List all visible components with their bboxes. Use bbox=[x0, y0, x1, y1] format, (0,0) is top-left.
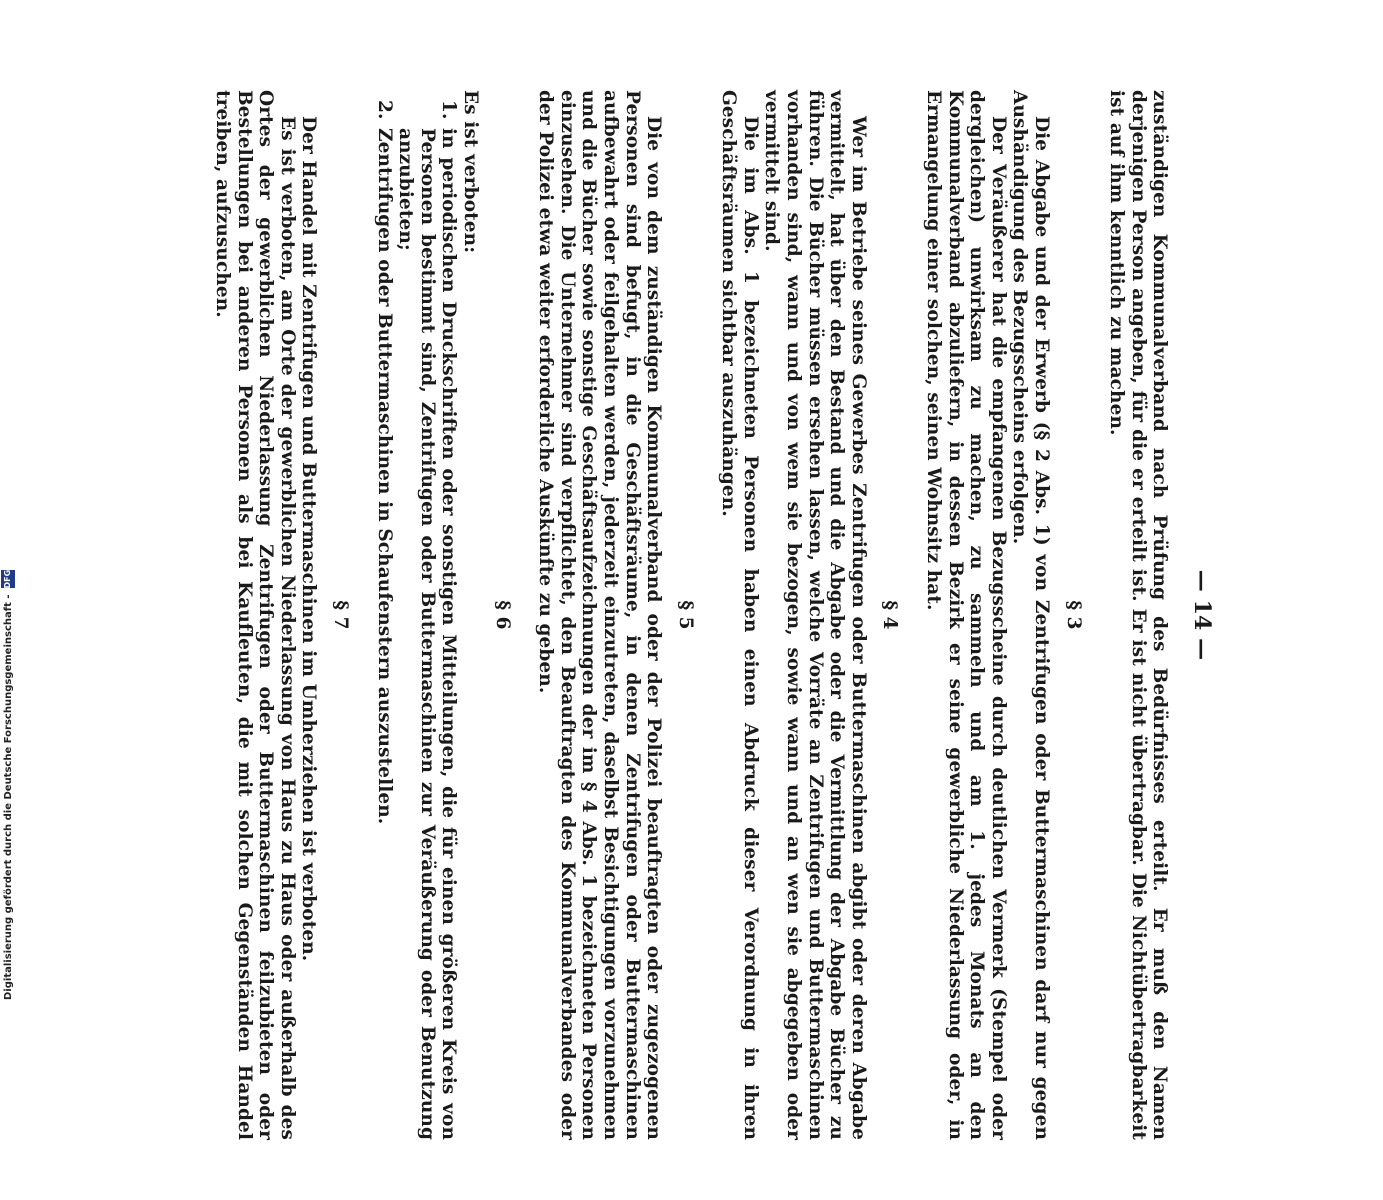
section-5 bbox=[535, 90, 696, 1140]
section-title: § 6 bbox=[491, 600, 513, 630]
section-title: § 5 bbox=[674, 600, 696, 630]
section-paragraph: Wer im Betriebe seines Gewerbes Zentrifugen oder Buttermaschinen abgibt oder deren Abgabe vermittelt, hat über den Bestand und die Abgabe oder die Vermittlung der Abgabe Bücher zu führen. Die Bücher müssen ersehen lassen, welche Vorräte an Zentrifugen und Buttermaschinen vorhanden sind, wann und von wem sie bezogen, sowie wann und an wen sie abgegeben oder vermittelt sind. bbox=[761, 90, 869, 1140]
document-page bbox=[130, 30, 1230, 1200]
list-item-number: 2. bbox=[373, 100, 395, 120]
section-paragraph: Die Abgabe und der Erwerb (§ 2 Abs. 1) von Zentrifugen oder Buttermaschinen darf nur gegen Aushändigung des Bezugsscheins erfolgen. bbox=[1009, 90, 1053, 1140]
dfg-logo-icon: DFG bbox=[1, 570, 15, 589]
section-3 bbox=[922, 90, 1083, 1140]
list-item bbox=[373, 90, 395, 1140]
section-title: § 3 bbox=[1062, 600, 1084, 630]
dfg-credit bbox=[0, 569, 16, 1000]
intro-paragraph: zuständigen Kommunalverband nach Prüfung des Bedürfnisses erteilt. Er muß den Namen derjenigen Person angeben, für die er erteilt ist. Er ist nicht übertragbar. Die Nichtübertragbarkeit ist auf ihm kenntlich zu machen. bbox=[1106, 90, 1171, 1140]
section-paragraph: Der Veräußerer hat die empfangenen Bezugsscheine durch deutlichen Vermerk (Stempel oder dergleichen) unwirksam zu machen, zu sammeln und am 1. jedes Monats an den Kommunalverband abzuliefern, in dessen Bezirk er seine gewerbliche Niederlassung oder, in Ermangelung einer solchen, seinen Wohnsitz hat. bbox=[923, 90, 1009, 1140]
section-title: § 4 bbox=[879, 600, 901, 630]
page-number: — 14 — bbox=[1189, 569, 1215, 661]
list-item-text: in periodischen Druckschriften oder sonstigen Mitteilungen, die für einen größeren Kreis von Personen bestimmt sind, Zentrifugen oder Buttermaschinen zur Veräußerung oder Benutzung anzubieten; bbox=[395, 128, 460, 1140]
prohibition-list bbox=[373, 90, 459, 1140]
dfg-credit-text: Digitalisierung gefördert durch die Deutsche Forschungsgemeinschaft - bbox=[2, 594, 14, 1000]
section-lead: Es ist verboten: bbox=[459, 90, 481, 254]
list-item-text: Zentrifugen oder Buttermaschinen in Schaufenstern auszustellen. bbox=[373, 128, 395, 825]
list-item bbox=[395, 90, 460, 1140]
section-4 bbox=[718, 90, 901, 1140]
section-paragraph: Die im Abs. 1 bezeichneten Personen haben einen Abdruck dieser Verordnung in ihren Geschäftsräumen sichtbar auszuhängen. bbox=[718, 90, 761, 1140]
section-paragraph: Der Handel mit Zentrifugen und Buttermaschinen im Umherziehen ist verboten. bbox=[298, 116, 320, 962]
section-title: § 7 bbox=[330, 600, 351, 630]
section-paragraph: Die von dem zuständigen Kommunalverband oder der Polizei beauftragten oder zugezogenen Personen sind befugt, in die Geschäftsräume, in denen Zentrifugen oder Buttermaschinen aufbewahrt oder feilgehalten werden, jederzeit einzutreten, daselbst Besichtigungen vorzunehmen und die Bücher sowie sonstige Geschäftsaufzeichnungen der im § 4 Abs. 1 bezeichneten Personen einzusehen. Die Unternehmer sind verpflichtet, den Beauftragten des Kommunalverbandes oder der Polizei etwa weiter erforderliche Auskünfte zu geben. bbox=[535, 90, 665, 1140]
section-7 bbox=[211, 90, 351, 1140]
section-6 bbox=[373, 90, 513, 1140]
list-item-number: 1. bbox=[438, 100, 460, 120]
section-paragraph: Es ist verboten, am Orte der gewerblichen Niederlassung von Haus zu Haus oder außerhalb des Ortes der gewerblichen Niederlassung Zentrifugen oder Buttermaschinen feilzubieten oder Bestellungen bei anderen Personen als bei Kaufleuten, die mit solchen Gegenständen Handel treiben, aufzusuchen. bbox=[212, 90, 298, 1140]
